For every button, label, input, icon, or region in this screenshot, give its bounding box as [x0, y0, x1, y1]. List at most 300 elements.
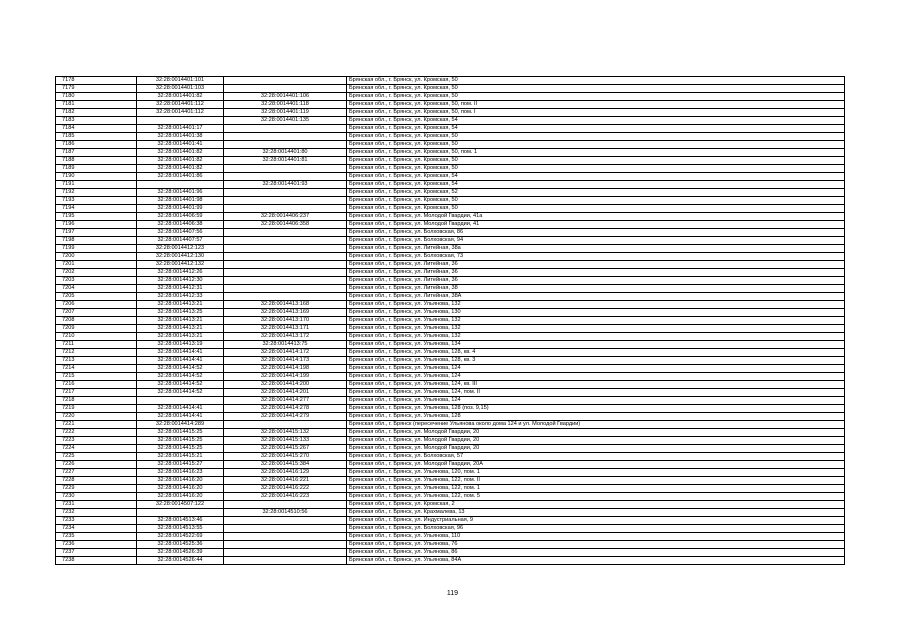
object-number-cell: 32:28:0014416:129: [224, 469, 347, 477]
object-number-cell: [224, 549, 347, 557]
row-number-cell: 7230: [56, 493, 137, 501]
object-number-cell: 32:28:0014415:267: [224, 445, 347, 453]
object-number-cell: [224, 133, 347, 141]
parcel-number-cell: 32:28:0014401:82: [137, 165, 224, 173]
address-cell: Брянская обл., г. Брянск, ул. Кромская, 52: [347, 189, 845, 197]
row-number-cell: 7184: [56, 125, 137, 133]
parcel-number-cell: 32:28:0014401:103: [137, 85, 224, 93]
table-row: [56, 485, 845, 493]
parcel-number-cell: 32:28:0014414:41: [137, 413, 224, 421]
row-number-cell: 7183: [56, 117, 137, 125]
table-row: [56, 533, 845, 541]
parcel-number-cell: 32:28:0014412:31: [137, 285, 224, 293]
address-cell: Брянская обл., г. Брянск, ул. Кромская, 50, пом. 1: [347, 149, 845, 157]
object-number-cell: [224, 141, 347, 149]
parcel-number-cell: 32:28:0014416:23: [137, 469, 224, 477]
table-row: [56, 541, 845, 549]
object-number-cell: 32:28:0014413:170: [224, 317, 347, 325]
parcel-number-cell: 32:28:0014415:25: [137, 429, 224, 437]
address-cell: Брянская обл., г. Брянск, ул. Молодой Гвардии, 41: [347, 221, 845, 229]
parcel-number-cell: 32:28:0014414:52: [137, 365, 224, 373]
parcel-number-cell: 32:28:0014406:59: [137, 213, 224, 221]
row-number-cell: 7228: [56, 477, 137, 485]
parcel-number-cell: 32:28:0014414:41: [137, 349, 224, 357]
address-cell: Брянская обл., г. Брянск, ул. Ульянова, 128: [347, 413, 845, 421]
address-cell: Брянская обл., г. Брянск, ул. Кромская, 2: [347, 501, 845, 509]
object-number-cell: 32:28:0014414:201: [224, 389, 347, 397]
table-row: [56, 333, 845, 341]
table-row: [56, 509, 845, 517]
object-number-cell: 32:28:0014415:132: [224, 429, 347, 437]
table-row: [56, 309, 845, 317]
row-number-cell: 7238: [56, 557, 137, 565]
object-number-cell: [224, 525, 347, 533]
object-number-cell: 32:28:0014413:172: [224, 333, 347, 341]
object-number-cell: [224, 557, 347, 565]
table-row: [56, 429, 845, 437]
parcel-number-cell: 32:28:0014413:21: [137, 301, 224, 309]
row-number-cell: 7218: [56, 397, 137, 405]
address-cell: Брянская обл., г. Брянск, ул. Крахмалева, 13: [347, 509, 845, 517]
row-number-cell: 7214: [56, 365, 137, 373]
parcel-number-cell: 32:28:0014412:130: [137, 253, 224, 261]
row-number-cell: 7219: [56, 405, 137, 413]
address-cell: Брянская обл., г. Брянск, ул. Кромская, 50: [347, 133, 845, 141]
table-row: [56, 181, 845, 189]
parcel-number-cell: 32:28:0014416:20: [137, 477, 224, 485]
address-cell: Брянская обл., г. Брянск, ул. Ульянова, 124: [347, 365, 845, 373]
object-number-cell: [224, 269, 347, 277]
table-row: [56, 389, 845, 397]
row-number-cell: 7180: [56, 93, 137, 101]
table-row: [56, 301, 845, 309]
row-number-cell: 7207: [56, 309, 137, 317]
address-cell: Брянская обл., г. Брянск, ул. Кромская, 50: [347, 165, 845, 173]
table-row: [56, 197, 845, 205]
table-row: [56, 397, 845, 405]
address-cell: Брянская обл., г. Брянск, ул. Ульянова, 110: [347, 533, 845, 541]
address-cell: Брянская обл., г. Брянск, ул. Ульянова, 130: [347, 309, 845, 317]
object-number-cell: [224, 237, 347, 245]
table-row: [56, 261, 845, 269]
parcel-number-cell: 32:28:0014415:27: [137, 461, 224, 469]
address-cell: Брянская обл., г. Брянск, ул. Кромская, 54: [347, 125, 845, 133]
address-cell: Брянская обл., г. Брянск, ул. Кромская, 50: [347, 197, 845, 205]
object-number-cell: 32:28:0014414:279: [224, 413, 347, 421]
table-row: [56, 133, 845, 141]
address-cell: Брянская обл., г. Брянск, ул. Кромская, 50: [347, 77, 845, 85]
address-cell: Брянская обл., г. Брянск, ул. Ульянова, 124, кв. III: [347, 381, 845, 389]
cadastral-table: [55, 76, 845, 565]
parcel-number-cell: [137, 117, 224, 125]
row-number-cell: 7234: [56, 525, 137, 533]
address-cell: Брянская обл., г. Брянск, ул. Молодой Гвардии, 41а: [347, 213, 845, 221]
parcel-number-cell: 32:28:0014513:55: [137, 525, 224, 533]
table-row: [56, 77, 845, 85]
object-number-cell: 32:28:0014416:223: [224, 493, 347, 501]
parcel-number-cell: 32:28:0014414:52: [137, 389, 224, 397]
object-number-cell: [224, 245, 347, 253]
row-number-cell: 7209: [56, 325, 137, 333]
parcel-number-cell: 32:28:0014401:99: [137, 205, 224, 213]
table-row: [56, 245, 845, 253]
row-number-cell: 7191: [56, 181, 137, 189]
row-number-cell: 7199: [56, 245, 137, 253]
address-cell: Брянская обл., г. Брянск, ул. Ульянова, 86: [347, 549, 845, 557]
row-number-cell: 7212: [56, 349, 137, 357]
table-row: [56, 229, 845, 237]
table-body: [56, 77, 845, 565]
parcel-number-cell: 32:28:0014412:132: [137, 261, 224, 269]
row-number-cell: 7210: [56, 333, 137, 341]
table-row: [56, 157, 845, 165]
object-number-cell: 32:28:0014414:172: [224, 349, 347, 357]
parcel-number-cell: [137, 397, 224, 405]
table-row: [56, 237, 845, 245]
row-number-cell: 7208: [56, 317, 137, 325]
row-number-cell: 7215: [56, 373, 137, 381]
address-cell: Брянская обл., г. Брянск, ул. Индустриальная, 9: [347, 517, 845, 525]
row-number-cell: 7181: [56, 101, 137, 109]
parcel-number-cell: 32:28:0014414:52: [137, 373, 224, 381]
parcel-number-cell: 32:28:0014413:25: [137, 309, 224, 317]
table-row: [56, 469, 845, 477]
address-cell: Брянская обл., г. Брянск, ул. Кромская, 50: [347, 205, 845, 213]
address-cell: Брянская обл., г. Брянск, ул. Ульянова, 124: [347, 373, 845, 381]
row-number-cell: 7178: [56, 77, 137, 85]
object-number-cell: 32:28:0014416:222: [224, 485, 347, 493]
parcel-number-cell: 32:28:0014415:21: [137, 453, 224, 461]
parcel-number-cell: 32:28:0014401:82: [137, 149, 224, 157]
object-number-cell: 32:28:0014414:277: [224, 397, 347, 405]
row-number-cell: 7229: [56, 485, 137, 493]
row-number-cell: 7232: [56, 509, 137, 517]
parcel-number-cell: 32:28:0014415:25: [137, 445, 224, 453]
address-cell: Брянская обл., г. Брянск, ул. Ульянова, 132: [347, 325, 845, 333]
address-cell: Брянская обл., г. Брянск, ул. Кромская, 50: [347, 85, 845, 93]
address-cell: Брянская обл., г. Брянск, ул. Литейная, 36: [347, 277, 845, 285]
row-number-cell: 7190: [56, 173, 137, 181]
object-number-cell: 32:28:0014414:278: [224, 405, 347, 413]
table-row: [56, 277, 845, 285]
parcel-number-cell: 32:28:0014415:25: [137, 437, 224, 445]
page-number: 119: [446, 590, 459, 597]
object-number-cell: [224, 205, 347, 213]
address-cell: Брянская обл., г. Брянск, ул. Кромская, 50: [347, 93, 845, 101]
table-row: [56, 85, 845, 93]
parcel-number-cell: 32:28:0014401:96: [137, 189, 224, 197]
table-row: [56, 317, 845, 325]
row-number-cell: 7182: [56, 109, 137, 117]
address-cell: Брянская обл., г. Брянск, ул. Болховская, 94: [347, 237, 845, 245]
address-cell: Брянская обл., г. Брянск, ул. Ульянова, 128, кв. 4: [347, 349, 845, 357]
parcel-number-cell: 32:28:0014526:39: [137, 549, 224, 557]
address-cell: Брянская обл., г. Брянск, ул. Кромская, 50, пом. I: [347, 109, 845, 117]
table-row: [56, 349, 845, 357]
address-cell: Брянская обл., г. Брянск, ул. Ульянова, 128, кв. 3: [347, 357, 845, 365]
parcel-number-cell: 32:28:0014401:86: [137, 173, 224, 181]
parcel-number-cell: 32:28:0014522:69: [137, 533, 224, 541]
row-number-cell: 7235: [56, 533, 137, 541]
table-row: [56, 501, 845, 509]
parcel-number-cell: 32:28:0014407:56: [137, 229, 224, 237]
parcel-number-cell: 32:28:0014414:41: [137, 357, 224, 365]
parcel-number-cell: [137, 509, 224, 517]
object-number-cell: 32:28:0014414:198: [224, 365, 347, 373]
parcel-number-cell: 32:28:0014401:98: [137, 197, 224, 205]
parcel-number-cell: 32:28:0014513:46: [137, 517, 224, 525]
object-number-cell: 32:28:0014401:81: [224, 157, 347, 165]
table-row: [56, 365, 845, 373]
object-number-cell: 32:28:0014401:106: [224, 93, 347, 101]
row-number-cell: 7189: [56, 165, 137, 173]
object-number-cell: 32:28:0014413:75: [224, 341, 347, 349]
object-number-cell: 32:28:0014401:80: [224, 149, 347, 157]
row-number-cell: 7220: [56, 413, 137, 421]
table-row: [56, 453, 845, 461]
table-row: [56, 173, 845, 181]
address-cell: Брянская обл., г. Брянск, ул. Литейная, 38: [347, 285, 845, 293]
parcel-number-cell: [137, 181, 224, 189]
object-number-cell: 32:28:0014510:56: [224, 509, 347, 517]
row-number-cell: 7222: [56, 429, 137, 437]
table-row: [56, 405, 845, 413]
row-number-cell: 7211: [56, 341, 137, 349]
table-row: [56, 373, 845, 381]
row-number-cell: 7201: [56, 261, 137, 269]
address-cell: Брянская обл., г. Брянск, ул. Литейная, 36: [347, 261, 845, 269]
row-number-cell: 7185: [56, 133, 137, 141]
row-number-cell: 7233: [56, 517, 137, 525]
table-row: [56, 221, 845, 229]
object-number-cell: [224, 293, 347, 301]
address-cell: Брянская обл., г. Брянск, ул. Болховская, 57: [347, 453, 845, 461]
parcel-number-cell: 32:28:0014413:21: [137, 317, 224, 325]
address-cell: Брянская обл., г. Брянск, ул. Ульянова, 76: [347, 541, 845, 549]
table-row: [56, 437, 845, 445]
object-number-cell: [224, 165, 347, 173]
row-number-cell: 7187: [56, 149, 137, 157]
table-row: [56, 93, 845, 101]
table-row: [56, 165, 845, 173]
object-number-cell: [224, 533, 347, 541]
object-number-cell: [224, 189, 347, 197]
row-number-cell: 7225: [56, 453, 137, 461]
address-cell: Брянская обл., г. Брянск, ул. Болховская, 73: [347, 253, 845, 261]
parcel-number-cell: 32:28:0014413:21: [137, 333, 224, 341]
parcel-number-cell: 32:28:0014412:123: [137, 245, 224, 253]
parcel-number-cell: 32:28:0014412:33: [137, 293, 224, 301]
address-cell: Брянская обл., г. Брянск, ул. Молодой Гвардии, 20: [347, 437, 845, 445]
parcel-number-cell: 32:28:0014413:19: [137, 341, 224, 349]
address-cell: Брянская обл., г. Брянск, ул. Кромская, 54: [347, 117, 845, 125]
address-cell: Брянская обл., г. Брянск, ул. Молодой Гвардии, 20: [347, 445, 845, 453]
row-number-cell: 7202: [56, 269, 137, 277]
parcel-number-cell: 32:28:0014401:82: [137, 93, 224, 101]
address-cell: Брянская обл., г. Брянск, ул. Ульянова, 122, пом. II: [347, 477, 845, 485]
object-number-cell: [224, 253, 347, 261]
parcel-number-cell: 32:28:0014413:21: [137, 325, 224, 333]
object-number-cell: [224, 173, 347, 181]
address-cell: Брянская обл., г. Брянск, ул. Литейная, 36: [347, 269, 845, 277]
address-cell: Брянская обл., г. Брянск, ул. Ульянова, 134: [347, 341, 845, 349]
address-cell: Брянская обл., г. Брянск, ул. Молодой Гвардии, 20А: [347, 461, 845, 469]
table-row: [56, 413, 845, 421]
table-row: [56, 293, 845, 301]
table-row: [56, 477, 845, 485]
parcel-number-cell: 32:28:0014412:26: [137, 269, 224, 277]
object-number-cell: 32:28:0014414:173: [224, 357, 347, 365]
address-cell: Брянская обл., г. Брянск, ул. Ульянова, 132: [347, 301, 845, 309]
object-number-cell: 32:28:0014406:237: [224, 213, 347, 221]
row-number-cell: 7237: [56, 549, 137, 557]
row-number-cell: 7188: [56, 157, 137, 165]
table-row: [56, 357, 845, 365]
table-row: [56, 125, 845, 133]
row-number-cell: 7223: [56, 437, 137, 445]
object-number-cell: 32:28:0014413:169: [224, 309, 347, 317]
row-number-cell: 7179: [56, 85, 137, 93]
object-number-cell: [224, 261, 347, 269]
row-number-cell: 7197: [56, 229, 137, 237]
object-number-cell: [224, 285, 347, 293]
row-number-cell: 7227: [56, 469, 137, 477]
table-row: [56, 549, 845, 557]
address-cell: Брянская обл., г. Брянск, ул. Ульянова, 122, пом. 5: [347, 493, 845, 501]
table-row: [56, 421, 845, 429]
object-number-cell: 32:28:0014413:168: [224, 301, 347, 309]
address-cell: Брянская обл., г. Брянск, ул. Ульянова, 120, пом. 1: [347, 469, 845, 477]
object-number-cell: 32:28:0014401:119: [224, 109, 347, 117]
object-number-cell: [224, 517, 347, 525]
parcel-number-cell: 32:28:0014401:41: [137, 141, 224, 149]
table-row: [56, 253, 845, 261]
address-cell: Брянская обл., г. Брянск, ул. Литейная, 38А: [347, 293, 845, 301]
table-row: [56, 285, 845, 293]
object-number-cell: 32:28:0014401:135: [224, 117, 347, 125]
table-row: [56, 557, 845, 565]
parcel-number-cell: 32:28:0014526:44: [137, 557, 224, 565]
table-row: [56, 445, 845, 453]
object-number-cell: 32:28:0014401:93: [224, 181, 347, 189]
object-number-cell: [224, 421, 347, 429]
table-row: [56, 117, 845, 125]
parcel-number-cell: 32:28:0014401:38: [137, 133, 224, 141]
parcel-number-cell: 32:28:0014416:20: [137, 493, 224, 501]
address-cell: Брянская обл., г. Брянск, ул. Кромская, 50: [347, 141, 845, 149]
parcel-number-cell: 32:28:0014401:112: [137, 109, 224, 117]
row-number-cell: 7198: [56, 237, 137, 245]
table-row: [56, 141, 845, 149]
table-row: [56, 325, 845, 333]
parcel-number-cell: 32:28:0014414:289: [137, 421, 224, 429]
table-row: [56, 205, 845, 213]
row-number-cell: 7224: [56, 445, 137, 453]
table-row: [56, 149, 845, 157]
row-number-cell: 7206: [56, 301, 137, 309]
object-number-cell: 32:28:0014415:384: [224, 461, 347, 469]
table-row: [56, 213, 845, 221]
row-number-cell: 7194: [56, 205, 137, 213]
object-number-cell: [224, 229, 347, 237]
object-number-cell: 32:28:0014406:358: [224, 221, 347, 229]
table-row: [56, 101, 845, 109]
object-number-cell: [224, 77, 347, 85]
address-cell: Брянская обл., г. Брянск, ул. Молодой Гвардии, 20: [347, 429, 845, 437]
object-number-cell: 32:28:0014415:270: [224, 453, 347, 461]
table-row: [56, 109, 845, 117]
row-number-cell: 7193: [56, 197, 137, 205]
parcel-number-cell: 32:28:0014525:36: [137, 541, 224, 549]
row-number-cell: 7205: [56, 293, 137, 301]
address-cell: Брянская обл., г. Брянск, ул. Болховская, 96: [347, 525, 845, 533]
object-number-cell: 32:28:0014414:200: [224, 381, 347, 389]
object-number-cell: [224, 541, 347, 549]
row-number-cell: 7236: [56, 541, 137, 549]
address-cell: Брянская обл., г. Брянск, ул. Кромская, 54: [347, 181, 845, 189]
table-row: [56, 189, 845, 197]
address-cell: Брянская обл., г. Брянск, ул. Ульянова, 132: [347, 317, 845, 325]
row-number-cell: 7203: [56, 277, 137, 285]
object-number-cell: 32:28:0014416:221: [224, 477, 347, 485]
row-number-cell: 7192: [56, 189, 137, 197]
address-cell: Брянская обл., г. Брянск, ул. Ульянова, 124, пом. II: [347, 389, 845, 397]
parcel-number-cell: 32:28:0014414:52: [137, 381, 224, 389]
table-row: [56, 493, 845, 501]
address-cell: Брянская обл., г. Брянск, ул. Литейная, 38а: [347, 245, 845, 253]
object-number-cell: [224, 197, 347, 205]
parcel-number-cell: 32:28:0014414:41: [137, 405, 224, 413]
row-number-cell: 7226: [56, 461, 137, 469]
parcel-number-cell: 32:28:0014401:112: [137, 101, 224, 109]
address-cell: Брянская обл., г. Брянск, ул. Ульянова, 122, пом. 1: [347, 485, 845, 493]
row-number-cell: 7200: [56, 253, 137, 261]
object-number-cell: [224, 277, 347, 285]
object-number-cell: [224, 125, 347, 133]
object-number-cell: 32:28:0014413:171: [224, 325, 347, 333]
row-number-cell: 7213: [56, 357, 137, 365]
address-cell: Брянская обл., г. Брянск, ул. Болховская, 86: [347, 229, 845, 237]
row-number-cell: 7231: [56, 501, 137, 509]
row-number-cell: 7221: [56, 421, 137, 429]
table-row: [56, 269, 845, 277]
row-number-cell: 7216: [56, 381, 137, 389]
table-row: [56, 517, 845, 525]
object-number-cell: 32:28:0014401:118: [224, 101, 347, 109]
address-cell: Брянская обл., г. Брянск, ул. Кромская, 54: [347, 173, 845, 181]
row-number-cell: 7204: [56, 285, 137, 293]
row-number-cell: 7195: [56, 213, 137, 221]
parcel-number-cell: 32:28:0014416:20: [137, 485, 224, 493]
parcel-number-cell: 32:28:0014401:17: [137, 125, 224, 133]
row-number-cell: 7186: [56, 141, 137, 149]
address-cell: Брянская обл., г. Брянск, ул. Ульянова, 128 (поз. 9,15): [347, 405, 845, 413]
object-number-cell: [224, 85, 347, 93]
row-number-cell: 7196: [56, 221, 137, 229]
parcel-number-cell: 32:28:0014412:30: [137, 277, 224, 285]
parcel-number-cell: 32:28:0014401:82: [137, 157, 224, 165]
address-cell: Брянская обл., г. Брянск (пересечение Ульянова около дома 124 и ул. Молодой Гвардии): [347, 421, 845, 429]
parcel-number-cell: 32:28:0014401:101: [137, 77, 224, 85]
table-row: [56, 525, 845, 533]
table-row: [56, 461, 845, 469]
table-row: [56, 341, 845, 349]
address-cell: Брянская обл., г. Брянск, ул. Кромская, 50, пом. II: [347, 101, 845, 109]
object-number-cell: 32:28:0014415:133: [224, 437, 347, 445]
table-row: [56, 381, 845, 389]
parcel-number-cell: 32:28:0014407:57: [137, 237, 224, 245]
address-cell: Брянская обл., г. Брянск, ул. Ульянова, 132: [347, 333, 845, 341]
